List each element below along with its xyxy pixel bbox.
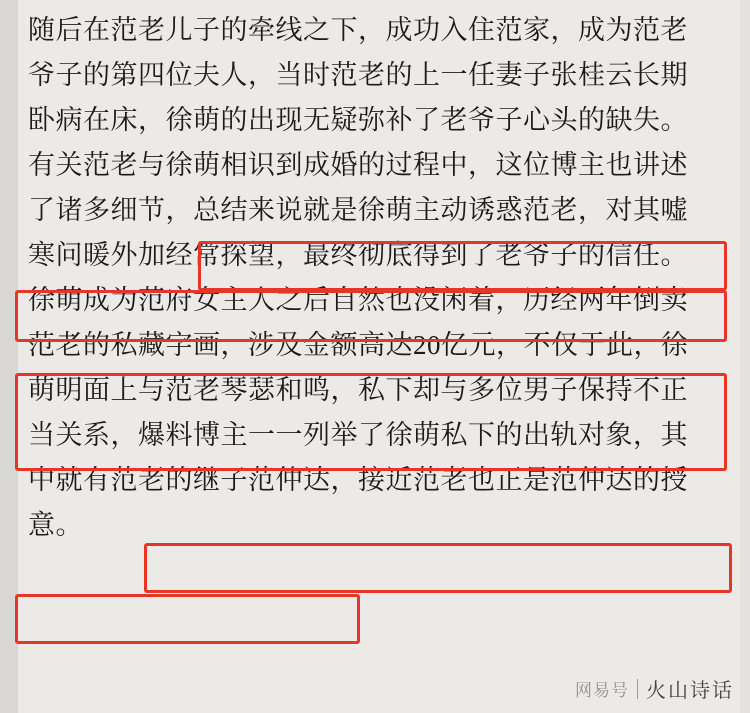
text-line: 有关范老与徐萌相识到成婚的过程中，这位博主也讲述 [28,150,688,180]
text-line: 爷子的第四位夫人，当时范老的上一任妻子张桂云长期 [28,60,688,90]
text-line: 意。 [28,510,83,540]
left-margin-strip [0,0,18,713]
watermark [575,674,734,703]
text-line: 寒问暖外加经常探望，最终彻底得到了老爷子的信任。 [28,240,688,270]
text-line: 当关系，爆料博主一一列举了徐萌私下的出轨对象，其 [28,420,688,450]
article-paragraph [28,8,726,548]
text-line: 中就有范老的继子范仲达，接近范老也正是范仲达的授 [28,465,688,495]
right-margin-strip [740,0,750,713]
watermark-separator [637,679,638,699]
text-line: 随后在范老儿子的牵线之下，成功入住范家，成为范老 [28,15,688,45]
watermark-account-name: 火山诗话 [646,680,734,702]
text-line: 了诸多细节，总结来说就是徐萌主动诱惑范老，对其嘘 [28,195,688,225]
watermark-platform-badge: 网易号 [575,681,629,700]
text-line: 范老的私藏字画，涉及金额高达20亿元，不仅于此，徐 [28,330,689,360]
article-body [18,0,740,713]
text-line: 卧病在床，徐萌的出现无疑弥补了老爷子心头的缺失。 [28,105,688,135]
text-line: 萌明面上与范老琴瑟和鸣，私下却与多位男子保持不正 [28,375,688,405]
text-line: 徐萌成为范府女主人之后自然也没闲着，历经两年倒卖 [28,285,688,315]
